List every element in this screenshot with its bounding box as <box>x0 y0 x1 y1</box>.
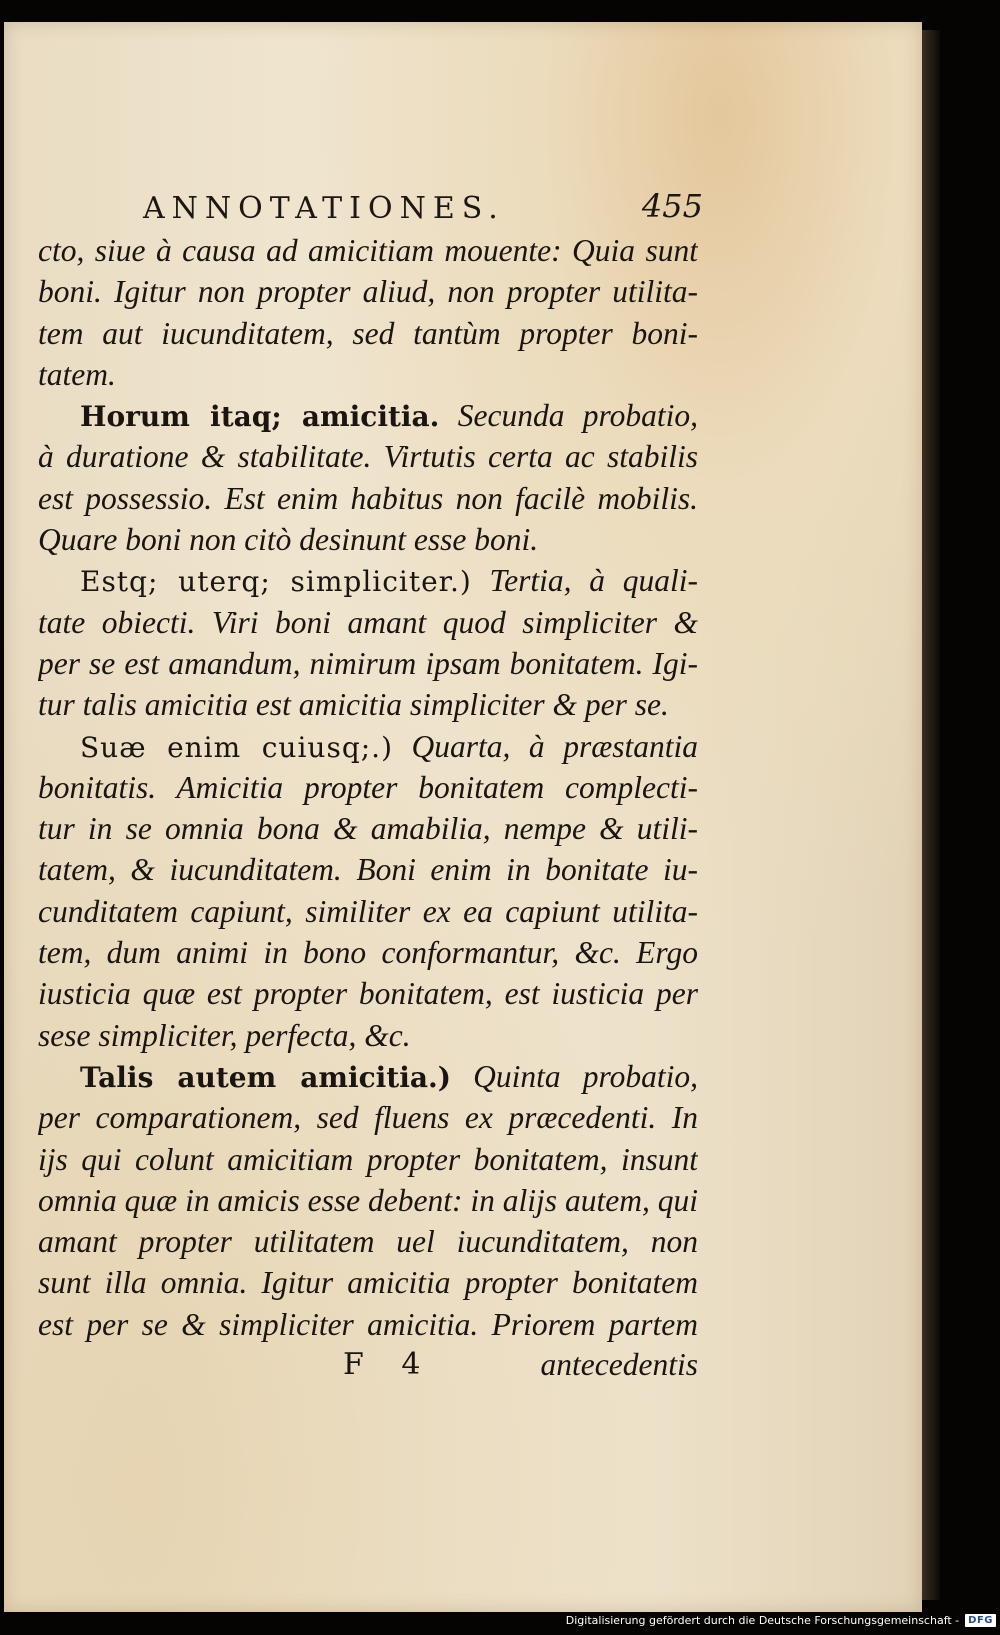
page-header <box>143 187 703 231</box>
text-line: ijs qui colunt amicitiam propter bonitatem, insunt <box>38 1141 698 1177</box>
running-head: ANNOTATIONES. <box>143 191 505 226</box>
text-line: iusticia quæ est propter bonitatem, est iusticia per <box>38 976 698 1012</box>
text-line: tate obiecti. Viri boni amant quod simpliciter & <box>38 604 698 640</box>
text-line: tatem, & iucunditatem. Boni enim in bonitate iu- <box>38 852 698 888</box>
text-run: Tertia, à quali- <box>471 563 698 599</box>
text-line: tem, dum animi in bono conformantur, &c. Ergo <box>38 935 698 971</box>
paragraph-first-line <box>38 560 698 601</box>
text-line: tur in se omnia bona & amabilia, nempe & utili- <box>38 811 698 847</box>
signature-mark: F 4 <box>343 1347 435 1382</box>
catchword: antecedentis <box>540 1347 698 1382</box>
text-run: Quinta probatio, <box>451 1058 698 1094</box>
paragraph-first-line <box>38 395 698 436</box>
lemma: Estq; uterq; simpliciter.) <box>80 565 472 599</box>
text-line: est possessio. Est enim habitus non facilè mobilis. <box>38 480 698 516</box>
text-line: omnia quæ in amicis esse debent: in alijs autem, qui <box>38 1182 698 1218</box>
text-line: tatem. <box>38 356 116 392</box>
page-number: 455 <box>641 187 703 225</box>
text-line: est per se & simpliciter amicitia. Priorem partem <box>38 1306 698 1342</box>
text-line: sese simpliciter, perfecta, &c. <box>38 1017 411 1053</box>
paragraph-first-line <box>38 1056 698 1097</box>
text-line: cto, siue à causa ad amicitiam mouente: Quia sunt <box>38 233 698 268</box>
page-edge-shadow <box>922 30 940 1600</box>
text-line: cunditatem capiunt, similiter ex ea capiunt utilita- <box>38 893 698 929</box>
text-line: per se est amandum, nimirum ipsam bonitatem. Igi- <box>38 645 698 681</box>
text-line: Quare boni non citò desinunt esse boni. <box>38 522 539 558</box>
text-run: Secunda probatio, <box>439 398 698 434</box>
text-line: bonitatis. Amicitia propter bonitatem complecti- <box>38 769 698 805</box>
text-line: per comparationem, sed fluens ex præcedenti. In <box>38 1100 698 1136</box>
page-footer <box>38 1347 698 1387</box>
dfg-logo-icon: DFG <box>965 1614 996 1627</box>
paragraph-first-line <box>38 726 698 767</box>
text-line: à duratione & stabilitate. Virtutis certa ac stabilis <box>38 439 698 475</box>
text-line: amant propter utilitatem uel iucunditatem, non <box>38 1224 698 1260</box>
text-line: tem aut iucunditatem, sed tantùm propter boni- <box>38 315 698 351</box>
funding-banner <box>566 1611 996 1629</box>
page-body <box>38 230 698 1345</box>
lemma: Horum itaq; amicitia. <box>80 400 440 434</box>
text-line: boni. Igitur non propter aliud, non propter utilita- <box>38 274 698 310</box>
funding-text: Digitalisierung gefördert durch die Deutsche Forschungsgemeinschaft - <box>565 1613 960 1627</box>
lemma: Suæ enim cuiusq;.) <box>80 730 393 764</box>
text-line: tur talis amicitia est amicitia simpliciter & per se. <box>38 687 669 723</box>
lemma: Talis autem amicitia.) <box>80 1060 452 1094</box>
book-page <box>4 22 922 1612</box>
text-run: Quarta, à præstantia <box>393 728 698 764</box>
text-line: sunt illa omnia. Igitur amicitia propter bonitatem <box>38 1265 698 1301</box>
